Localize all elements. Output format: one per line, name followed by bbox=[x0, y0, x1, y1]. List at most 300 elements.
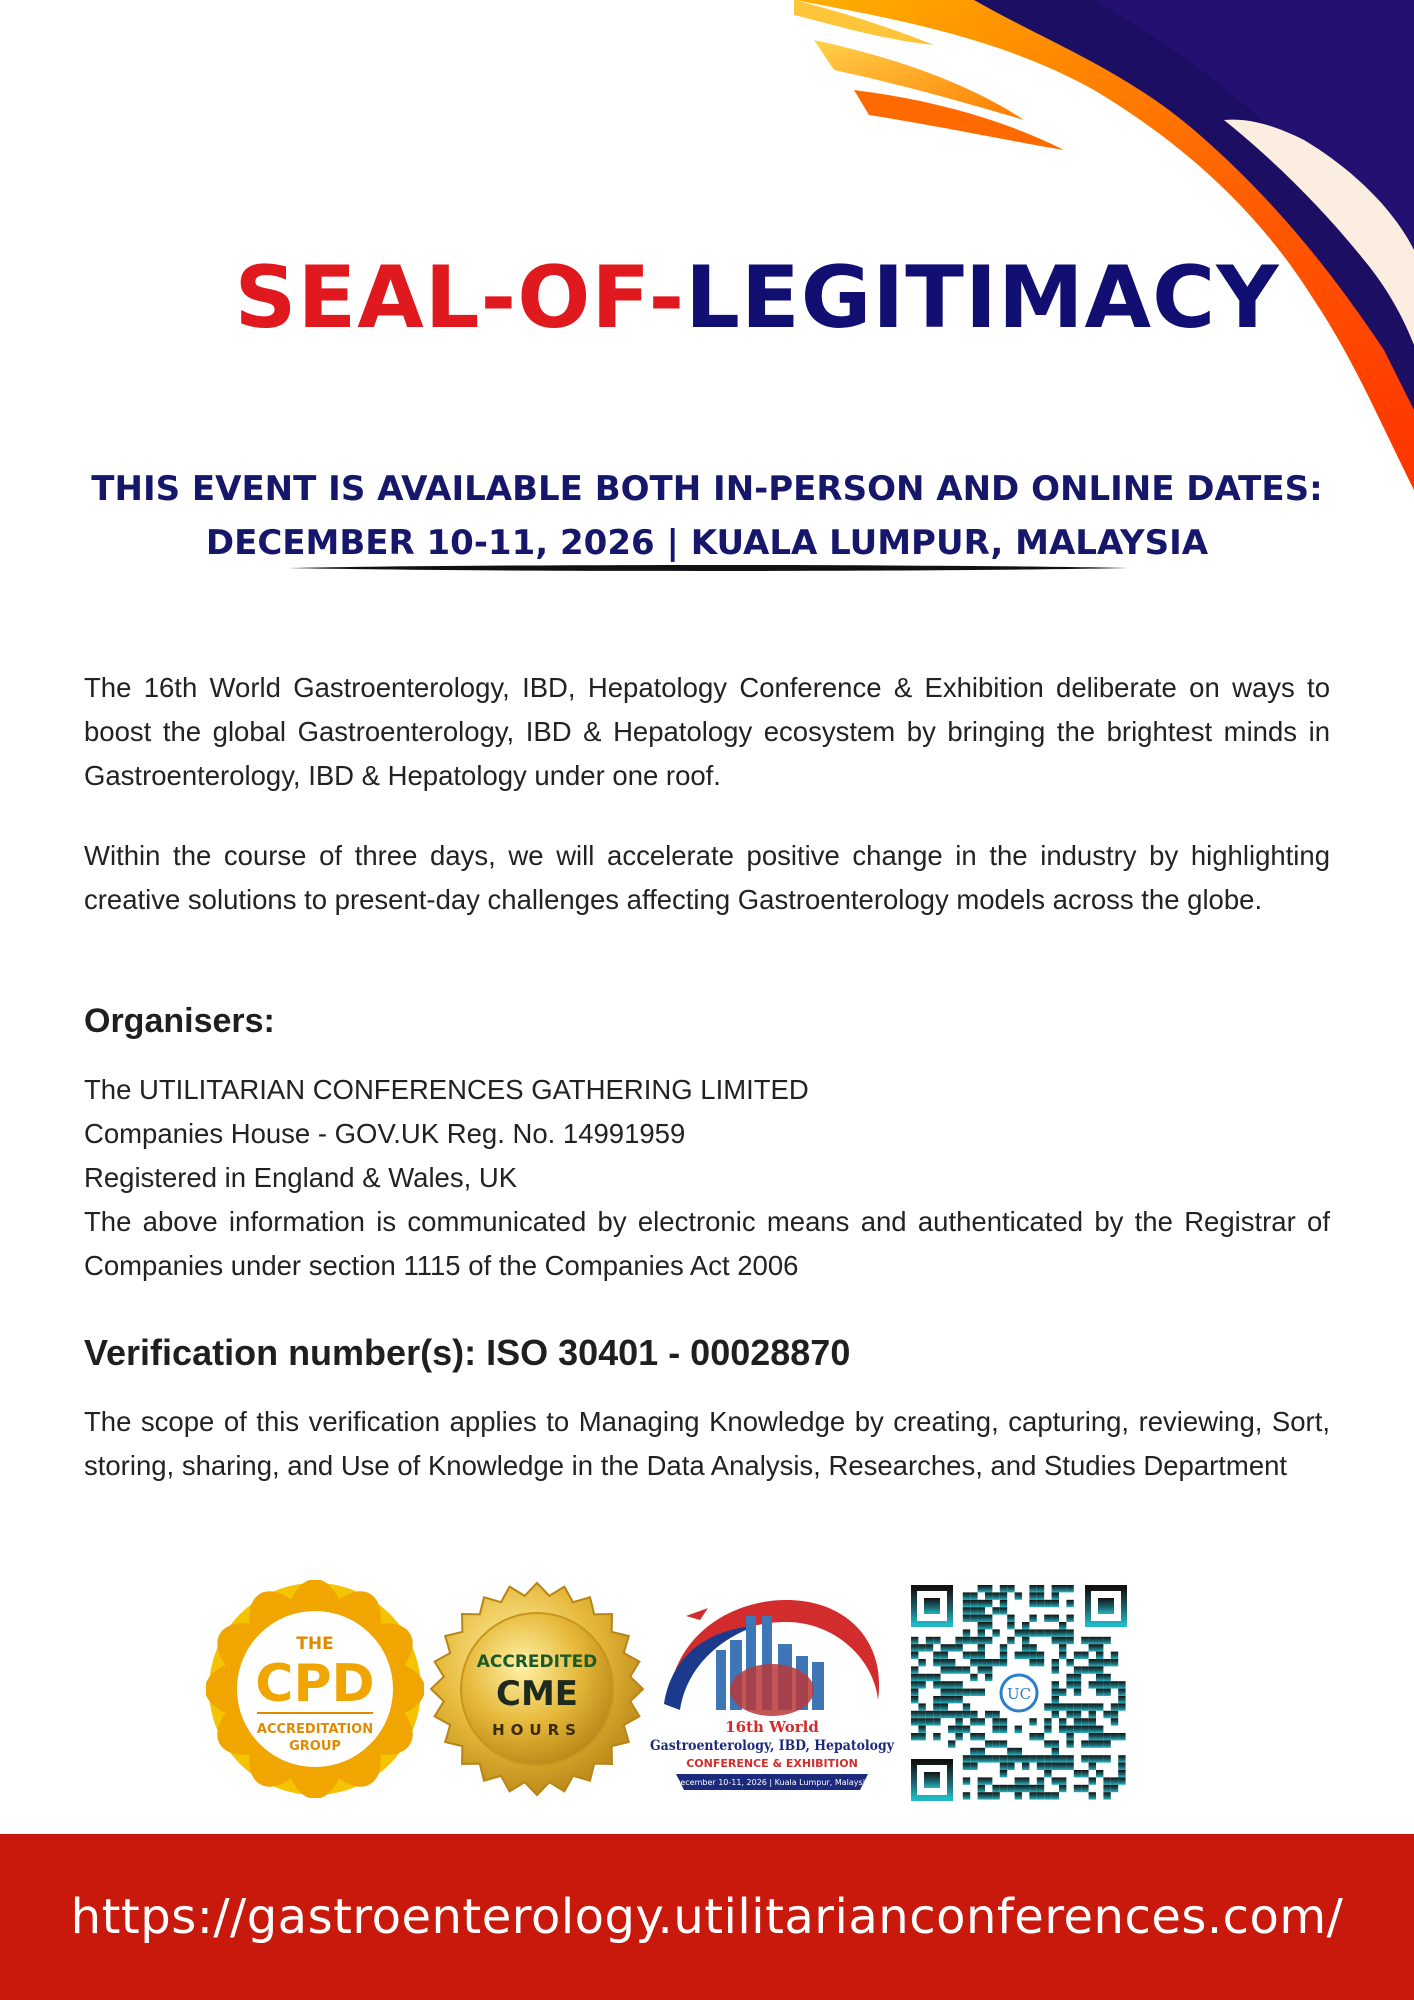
qr-module bbox=[911, 1718, 918, 1725]
qr-module bbox=[1015, 1629, 1022, 1636]
qr-module bbox=[1029, 1644, 1036, 1651]
qr-module bbox=[941, 1659, 948, 1666]
qr-module bbox=[1029, 1718, 1036, 1725]
underline-swoosh bbox=[288, 562, 1128, 574]
qr-module bbox=[1096, 1755, 1103, 1762]
qr-module bbox=[1066, 1755, 1073, 1762]
qr-module bbox=[1052, 1689, 1059, 1696]
conference-name-text: Gastroenterology, IBD, Hepatology bbox=[650, 1738, 895, 1754]
event-availability-line: THIS EVENT IS AVAILABLE BOTH IN-PERSON AND ONLINE DATES: bbox=[91, 469, 1323, 509]
qr-module bbox=[1089, 1681, 1096, 1688]
qr-module bbox=[1066, 1681, 1073, 1688]
qr-module bbox=[1103, 1674, 1110, 1681]
qr-module bbox=[948, 1696, 955, 1703]
qr-module bbox=[933, 1733, 940, 1740]
qr-module bbox=[1103, 1792, 1110, 1799]
cme-top-text: ACCREDITED bbox=[476, 1652, 598, 1672]
qr-module bbox=[1052, 1696, 1059, 1703]
qr-module bbox=[978, 1652, 985, 1659]
qr-module bbox=[963, 1763, 970, 1770]
qr-module bbox=[970, 1674, 977, 1681]
qr-module bbox=[1052, 1681, 1059, 1688]
qr-module bbox=[1059, 1763, 1066, 1770]
qr-module bbox=[1096, 1681, 1103, 1688]
qr-module bbox=[1037, 1585, 1044, 1592]
qr-module bbox=[1089, 1637, 1096, 1644]
qr-module bbox=[1052, 1659, 1059, 1666]
qr-module bbox=[992, 1726, 999, 1733]
qr-module bbox=[1022, 1755, 1029, 1762]
qr-module bbox=[948, 1681, 955, 1688]
qr-module bbox=[978, 1637, 985, 1644]
qr-module bbox=[1052, 1792, 1059, 1799]
conference-edition-text: 16th World bbox=[725, 1718, 819, 1736]
qr-module bbox=[970, 1652, 977, 1659]
qr-module bbox=[1066, 1615, 1073, 1622]
qr-module bbox=[918, 1718, 925, 1725]
qr-module bbox=[985, 1711, 992, 1718]
qr-module bbox=[1044, 1718, 1051, 1725]
qr-module bbox=[978, 1777, 985, 1784]
qr-module bbox=[933, 1718, 940, 1725]
qr-module bbox=[1000, 1644, 1007, 1651]
qr-module bbox=[1074, 1681, 1081, 1688]
qr-module bbox=[1007, 1585, 1014, 1592]
qr-module bbox=[1081, 1726, 1088, 1733]
qr-module bbox=[933, 1696, 940, 1703]
qr-module bbox=[1052, 1615, 1059, 1622]
qr-module bbox=[1103, 1659, 1110, 1666]
qr-module bbox=[1096, 1644, 1103, 1651]
qr-module bbox=[926, 1711, 933, 1718]
qr-module bbox=[1066, 1637, 1073, 1644]
qr-module bbox=[1037, 1792, 1044, 1799]
qr-module bbox=[1000, 1585, 1007, 1592]
qr-module bbox=[1037, 1652, 1044, 1659]
qr-module bbox=[1066, 1726, 1073, 1733]
qr-module bbox=[911, 1666, 918, 1673]
qr-module bbox=[911, 1689, 918, 1696]
qr-module bbox=[1052, 1755, 1059, 1762]
qr-module bbox=[918, 1726, 925, 1733]
qr-module bbox=[1081, 1755, 1088, 1762]
conference-sub-text: CONFERENCE & EXHIBITION bbox=[686, 1757, 858, 1770]
qr-module bbox=[1022, 1777, 1029, 1784]
cpd-sub2-text: GROUP bbox=[289, 1739, 341, 1754]
qr-module bbox=[955, 1681, 962, 1688]
qr-module bbox=[992, 1629, 999, 1636]
qr-module bbox=[1089, 1666, 1096, 1673]
qr-module bbox=[1044, 1770, 1051, 1777]
qr-module bbox=[955, 1666, 962, 1673]
qr-module bbox=[1000, 1726, 1007, 1733]
intro-paragraph-1: The 16th World Gastroenterology, IBD, Hepatology Conference & Exhibition deliberate on ways to boost the global Gastroenterology, IBD & Hepatology ecosystem by bringing the brightest minds in Gastroenterology, IBD & Hepatology under one roof. bbox=[84, 672, 1330, 791]
qr-module bbox=[992, 1659, 999, 1666]
qr-module bbox=[1066, 1733, 1073, 1740]
qr-module bbox=[970, 1733, 977, 1740]
qr-module bbox=[985, 1637, 992, 1644]
qr-module bbox=[1081, 1652, 1088, 1659]
qr-module bbox=[1029, 1652, 1036, 1659]
qr-module bbox=[918, 1659, 925, 1666]
qr-module bbox=[911, 1696, 918, 1703]
qr-module bbox=[1103, 1755, 1110, 1762]
qr-module bbox=[1103, 1637, 1110, 1644]
qr-module bbox=[963, 1652, 970, 1659]
qr-module bbox=[1096, 1726, 1103, 1733]
qr-module bbox=[1118, 1777, 1125, 1784]
qr-module bbox=[1118, 1689, 1125, 1696]
qr-module bbox=[985, 1622, 992, 1629]
qr-module bbox=[1103, 1740, 1110, 1747]
qr-module bbox=[1089, 1777, 1096, 1784]
qr-module bbox=[1044, 1600, 1051, 1607]
qr-module bbox=[1059, 1777, 1066, 1784]
qr-module bbox=[1044, 1726, 1051, 1733]
qr-module bbox=[1096, 1733, 1103, 1740]
organiser-name: The UTILITARIAN CONFERENCES GATHERING LIMITED bbox=[84, 1074, 809, 1105]
qr-module bbox=[1022, 1785, 1029, 1792]
qr-module bbox=[1007, 1748, 1014, 1755]
qr-module bbox=[1007, 1755, 1014, 1762]
qr-module bbox=[1022, 1622, 1029, 1629]
qr-center-logo: UC bbox=[1006, 1685, 1032, 1703]
qr-module bbox=[985, 1615, 992, 1622]
qr-module bbox=[1096, 1666, 1103, 1673]
cpd-the-text: THE bbox=[296, 1634, 334, 1654]
qr-module bbox=[1074, 1666, 1081, 1673]
event-info bbox=[0, 462, 1414, 570]
qr-module bbox=[985, 1666, 992, 1673]
qr-module bbox=[1029, 1629, 1036, 1636]
qr-module bbox=[1103, 1689, 1110, 1696]
qr-module bbox=[1052, 1637, 1059, 1644]
qr-module bbox=[1059, 1785, 1066, 1792]
qr-module bbox=[1052, 1585, 1059, 1592]
qr-module bbox=[970, 1615, 977, 1622]
qr-module bbox=[1029, 1585, 1036, 1592]
qr-module bbox=[985, 1792, 992, 1799]
qr-module bbox=[1059, 1622, 1066, 1629]
qr-module bbox=[941, 1711, 948, 1718]
qr-module bbox=[1089, 1726, 1096, 1733]
qr-module bbox=[978, 1622, 985, 1629]
organisers-heading: Organisers: bbox=[84, 1002, 275, 1040]
qr-module bbox=[948, 1689, 955, 1696]
qr-module bbox=[1029, 1785, 1036, 1792]
qr-module bbox=[1059, 1703, 1066, 1710]
qr-module bbox=[1096, 1674, 1103, 1681]
qr-module bbox=[1015, 1592, 1022, 1599]
qr-module bbox=[963, 1592, 970, 1599]
qr-module bbox=[1103, 1785, 1110, 1792]
qr-module bbox=[1037, 1629, 1044, 1636]
qr-module bbox=[1096, 1659, 1103, 1666]
qr-module bbox=[978, 1689, 985, 1696]
qr-module bbox=[1015, 1785, 1022, 1792]
qr-module bbox=[1044, 1755, 1051, 1762]
qr-module bbox=[955, 1718, 962, 1725]
qr-module bbox=[1059, 1652, 1066, 1659]
qr-module bbox=[1059, 1718, 1066, 1725]
qr-module bbox=[1066, 1740, 1073, 1747]
qr-module bbox=[1096, 1637, 1103, 1644]
qr-module bbox=[955, 1711, 962, 1718]
qr-module bbox=[1074, 1689, 1081, 1696]
organiser-authentication-note: The above information is communicated by electronic means and authenticated by the Registrar of Companies under section 1115 of the Companies Act 2006 bbox=[84, 1206, 1330, 1281]
qr-module bbox=[978, 1748, 985, 1755]
qr-module bbox=[1007, 1622, 1014, 1629]
qr-module bbox=[978, 1792, 985, 1799]
qr-module bbox=[963, 1755, 970, 1762]
qr-module bbox=[1015, 1792, 1022, 1799]
qr-module bbox=[1059, 1585, 1066, 1592]
qr-module bbox=[1052, 1748, 1059, 1755]
qr-module bbox=[1015, 1726, 1022, 1733]
qr-module bbox=[926, 1644, 933, 1651]
qr-module bbox=[1103, 1733, 1110, 1740]
qr-module bbox=[1081, 1785, 1088, 1792]
qr-module bbox=[1111, 1659, 1118, 1666]
conference-logo bbox=[646, 1580, 898, 1800]
qr-module bbox=[1044, 1763, 1051, 1770]
qr-module bbox=[955, 1696, 962, 1703]
qr-module bbox=[1052, 1666, 1059, 1673]
qr-module bbox=[1074, 1652, 1081, 1659]
qr-module bbox=[911, 1644, 918, 1651]
verification-heading: Verification number(s): ISO 30401 - 00028870 bbox=[84, 1332, 851, 1373]
qr-module bbox=[1029, 1615, 1036, 1622]
qr-module bbox=[1037, 1755, 1044, 1762]
organiser-reg-no: Companies House - GOV.UK Reg. No. 14991959 bbox=[84, 1118, 686, 1149]
qr-module bbox=[963, 1703, 970, 1710]
qr-module bbox=[1015, 1748, 1022, 1755]
qr-module bbox=[978, 1615, 985, 1622]
qr-module bbox=[985, 1755, 992, 1762]
qr-module bbox=[918, 1711, 925, 1718]
cpd-accreditation-badge bbox=[206, 1580, 424, 1798]
qr-module bbox=[933, 1637, 940, 1644]
qr-module bbox=[978, 1659, 985, 1666]
qr-module bbox=[1022, 1763, 1029, 1770]
qr-module bbox=[1074, 1785, 1081, 1792]
qr-module bbox=[1066, 1711, 1073, 1718]
organiser-registered-in: Registered in England & Wales, UK bbox=[84, 1162, 518, 1193]
qr-module bbox=[918, 1703, 925, 1710]
qr-module bbox=[985, 1740, 992, 1747]
qr-module bbox=[963, 1792, 970, 1799]
verification-scope: The scope of this verification applies to Managing Knowledge by creating, capturing, reviewing, Sort, storing, sharing, and Use of Knowledge in the Data Analysis, Researches, and Studies Department bbox=[84, 1406, 1330, 1481]
qr-module bbox=[941, 1696, 948, 1703]
qr-module bbox=[1089, 1703, 1096, 1710]
qr-module bbox=[1111, 1785, 1118, 1792]
qr-module bbox=[970, 1763, 977, 1770]
cpd-main-text: CPD bbox=[255, 1654, 375, 1714]
qr-module bbox=[978, 1733, 985, 1740]
qr-module bbox=[1007, 1785, 1014, 1792]
qr-module bbox=[1022, 1629, 1029, 1636]
qr-module bbox=[1037, 1592, 1044, 1599]
qr-module bbox=[1074, 1703, 1081, 1710]
qr-module bbox=[1111, 1652, 1118, 1659]
qr-module bbox=[1111, 1703, 1118, 1710]
qr-module bbox=[978, 1629, 985, 1636]
qr-module bbox=[926, 1718, 933, 1725]
qr-module bbox=[985, 1659, 992, 1666]
qr-module bbox=[985, 1585, 992, 1592]
qr-module bbox=[1074, 1711, 1081, 1718]
qr-module bbox=[918, 1674, 925, 1681]
qr-module bbox=[970, 1748, 977, 1755]
qr-module bbox=[1044, 1792, 1051, 1799]
qr-module bbox=[1081, 1740, 1088, 1747]
qr-module bbox=[1066, 1585, 1073, 1592]
qr-module bbox=[1000, 1770, 1007, 1777]
qr-module bbox=[963, 1666, 970, 1673]
footer-bar bbox=[0, 1834, 1414, 2000]
qr-module bbox=[1022, 1637, 1029, 1644]
qr-module bbox=[1000, 1755, 1007, 1762]
qr-module bbox=[963, 1629, 970, 1636]
qr-module bbox=[1089, 1644, 1096, 1651]
qr-module bbox=[963, 1777, 970, 1784]
qr-module bbox=[1089, 1733, 1096, 1740]
qr-module bbox=[1044, 1703, 1051, 1710]
qr-module bbox=[911, 1681, 918, 1688]
qr-module bbox=[978, 1600, 985, 1607]
qr-module bbox=[941, 1689, 948, 1696]
qr-module bbox=[1044, 1740, 1051, 1747]
qr-module bbox=[1074, 1674, 1081, 1681]
qr-module bbox=[985, 1600, 992, 1607]
qr-module bbox=[970, 1718, 977, 1725]
qr-module bbox=[970, 1607, 977, 1614]
qr-module bbox=[1052, 1703, 1059, 1710]
qr-module bbox=[1066, 1600, 1073, 1607]
qr-module bbox=[1022, 1644, 1029, 1651]
qr-module bbox=[1111, 1681, 1118, 1688]
footer-url-link[interactable]: https://gastroenterology.utilitarianconferences.com/ bbox=[70, 1889, 1344, 1945]
qr-module bbox=[1037, 1785, 1044, 1792]
qr-module bbox=[948, 1711, 955, 1718]
qr-module bbox=[1081, 1703, 1088, 1710]
qr-module bbox=[955, 1637, 962, 1644]
organisers-details bbox=[84, 1068, 1330, 1288]
qr-module bbox=[1052, 1777, 1059, 1784]
qr-module bbox=[978, 1585, 985, 1592]
qr-module bbox=[978, 1666, 985, 1673]
qr-module bbox=[992, 1718, 999, 1725]
qr-module bbox=[1074, 1718, 1081, 1725]
qr-module bbox=[970, 1637, 977, 1644]
qr-module bbox=[1037, 1659, 1044, 1666]
qr-module bbox=[918, 1681, 925, 1688]
qr-module bbox=[1000, 1592, 1007, 1599]
qr-module bbox=[1029, 1733, 1036, 1740]
qr-module bbox=[978, 1644, 985, 1651]
qr-module bbox=[1096, 1740, 1103, 1747]
qr-code[interactable] bbox=[908, 1582, 1130, 1804]
qr-module bbox=[1096, 1703, 1103, 1710]
qr-module bbox=[933, 1652, 940, 1659]
qr-module bbox=[1015, 1755, 1022, 1762]
qr-module bbox=[911, 1733, 918, 1740]
qr-module bbox=[941, 1644, 948, 1651]
qr-module bbox=[955, 1733, 962, 1740]
qr-module bbox=[1081, 1770, 1088, 1777]
accredited-cme-badge bbox=[428, 1580, 646, 1798]
qr-module bbox=[1059, 1689, 1066, 1696]
qr-module bbox=[1118, 1755, 1125, 1762]
title-part-navy: LEGITIMACY bbox=[685, 248, 1280, 348]
qr-module bbox=[918, 1733, 925, 1740]
qr-module bbox=[1000, 1607, 1007, 1614]
title-part-red: SEAL-OF- bbox=[234, 248, 686, 348]
qr-module bbox=[1037, 1763, 1044, 1770]
qr-module bbox=[1089, 1718, 1096, 1725]
qr-module bbox=[1059, 1726, 1066, 1733]
qr-module bbox=[1000, 1718, 1007, 1725]
qr-module bbox=[1029, 1792, 1036, 1799]
qr-module bbox=[1022, 1652, 1029, 1659]
intro-paragraph-2: Within the course of three days, we will accelerate positive change in the industry by highlighting creative solutions to present-day challenges affecting Gastroenterology models across the globe. bbox=[84, 840, 1330, 915]
qr-module bbox=[1000, 1652, 1007, 1659]
qr-module bbox=[948, 1659, 955, 1666]
qr-module bbox=[1059, 1637, 1066, 1644]
qr-module bbox=[1089, 1740, 1096, 1747]
qr-module bbox=[926, 1637, 933, 1644]
qr-module bbox=[941, 1703, 948, 1710]
qr-module bbox=[992, 1785, 999, 1792]
qr-module bbox=[963, 1637, 970, 1644]
qr-module bbox=[1118, 1681, 1125, 1688]
qr-module bbox=[1081, 1718, 1088, 1725]
qr-module bbox=[963, 1607, 970, 1614]
qr-module bbox=[1037, 1733, 1044, 1740]
qr-module bbox=[1007, 1763, 1014, 1770]
qr-module bbox=[933, 1681, 940, 1688]
qr-module bbox=[1103, 1777, 1110, 1784]
qr-module bbox=[970, 1689, 977, 1696]
qr-module bbox=[1089, 1755, 1096, 1762]
qr-module bbox=[963, 1726, 970, 1733]
qr-module bbox=[1074, 1726, 1081, 1733]
qr-module bbox=[918, 1644, 925, 1651]
qr-module bbox=[1066, 1659, 1073, 1666]
qr-module bbox=[992, 1792, 999, 1799]
qr-module bbox=[1029, 1659, 1036, 1666]
qr-module bbox=[1044, 1629, 1051, 1636]
qr-module bbox=[955, 1726, 962, 1733]
qr-module bbox=[941, 1666, 948, 1673]
qr-module bbox=[1044, 1615, 1051, 1622]
qr-module bbox=[1059, 1755, 1066, 1762]
qr-module bbox=[992, 1755, 999, 1762]
qr-module bbox=[970, 1711, 977, 1718]
qr-module bbox=[963, 1600, 970, 1607]
qr-module bbox=[1089, 1792, 1096, 1799]
qr-module bbox=[1052, 1600, 1059, 1607]
qr-module bbox=[978, 1607, 985, 1614]
qr-module bbox=[1118, 1703, 1125, 1710]
qr-module bbox=[1096, 1770, 1103, 1777]
qr-module bbox=[985, 1777, 992, 1784]
qr-module bbox=[1052, 1592, 1059, 1599]
qr-module bbox=[911, 1711, 918, 1718]
qr-module bbox=[1074, 1770, 1081, 1777]
qr-module bbox=[1103, 1711, 1110, 1718]
qr-module bbox=[970, 1659, 977, 1666]
